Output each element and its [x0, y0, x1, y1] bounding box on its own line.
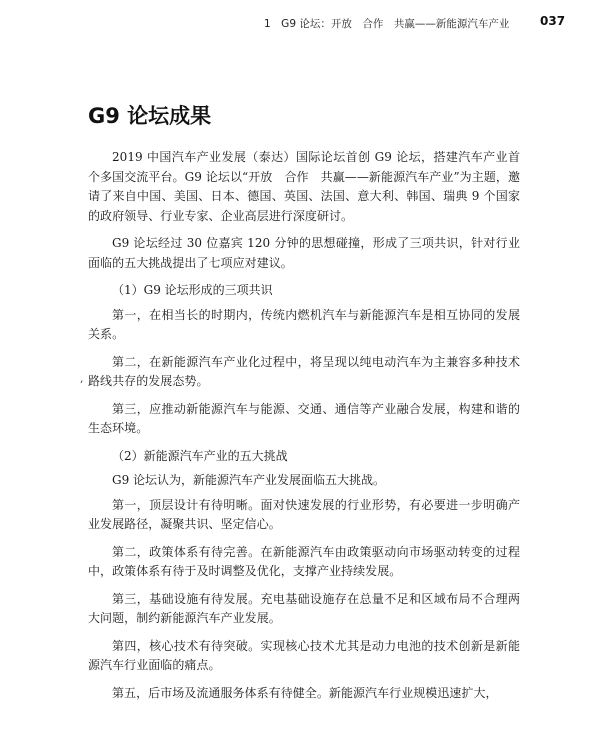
consensus-item: 第三，应推动新能源汽车与能源、交通、通信等产业融合发展，构建和谐的生态环境。 [88, 401, 520, 435]
consensus-item: 第二，在新能源汽车产业化过程中，将呈现以纯电动汽车为主兼容多种技术路线共存的发展态势。 [88, 354, 520, 388]
challenge-item: 第五，后市场及流通服务体系有待健全。新能源汽车行业规模迅速扩大， [112, 685, 498, 700]
body-text [88, 148, 520, 711]
paragraph: G9 论坛经过 30 位嘉宾 120 分钟的思想碰撞，形成了三项共识，针对行业面临的五大挑战提出了七项应对建议。 [88, 236, 520, 270]
challenge-item: 第四，核心技术有待突破。实现核心技术尤其是动力电池的技术创新是新能源汽车行业面临的痛点。 [88, 638, 520, 672]
page-number: 037 [540, 14, 566, 28]
challenge-item: 第三，基础设施有待发展。充电基础设施存在总量不足和区域布局不合理两大问题，制约新能源汽车产业发展。 [88, 591, 520, 625]
running-title: 1 G9 论坛：开放 合作 共赢——新能源汽车产业 [264, 18, 510, 30]
paragraph: 2019 中国汽车产业发展（泰达）国际论坛首创 G9 论坛，搭建汽车产业首个多国交流平台。G9 论坛以“开放 合作 共赢——新能源汽车产业”为主题，邀请了来自中国、美国、日本、德国、英国、法国、意大利、韩国、瑞典 9 个国家的政府领导、行业专家、企业高层进行深度研讨。 [88, 150, 520, 223]
section-heading-challenges: （2）新能源汽车产业的五大挑战 [112, 448, 288, 463]
margin-mark: , [80, 372, 84, 385]
section-heading-consensus: （1）G9 论坛形成的三项共识 [112, 283, 273, 297]
challenge-item: 第二，政策体系有待完善。在新能源汽车由政策驱动向市场驱动转变的过程中，政策体系有待于及时调整及优化，支撑产业持续发展。 [88, 544, 520, 578]
running-header [0, 14, 600, 34]
challenge-item: 第一，顶层设计有待明晰。面对快速发展的行业形势，有必要进一步明确产业发展路径，凝聚共识、坚定信心。 [88, 497, 520, 531]
consensus-item: 第一，在相当长的时期内，传统内燃机汽车与新能源汽车是相互协同的发展关系。 [88, 307, 520, 341]
page-title: G9 论坛成果 [88, 104, 212, 128]
challenges-intro: G9 论坛认为，新能源汽车产业发展面临五大挑战。 [112, 473, 386, 487]
